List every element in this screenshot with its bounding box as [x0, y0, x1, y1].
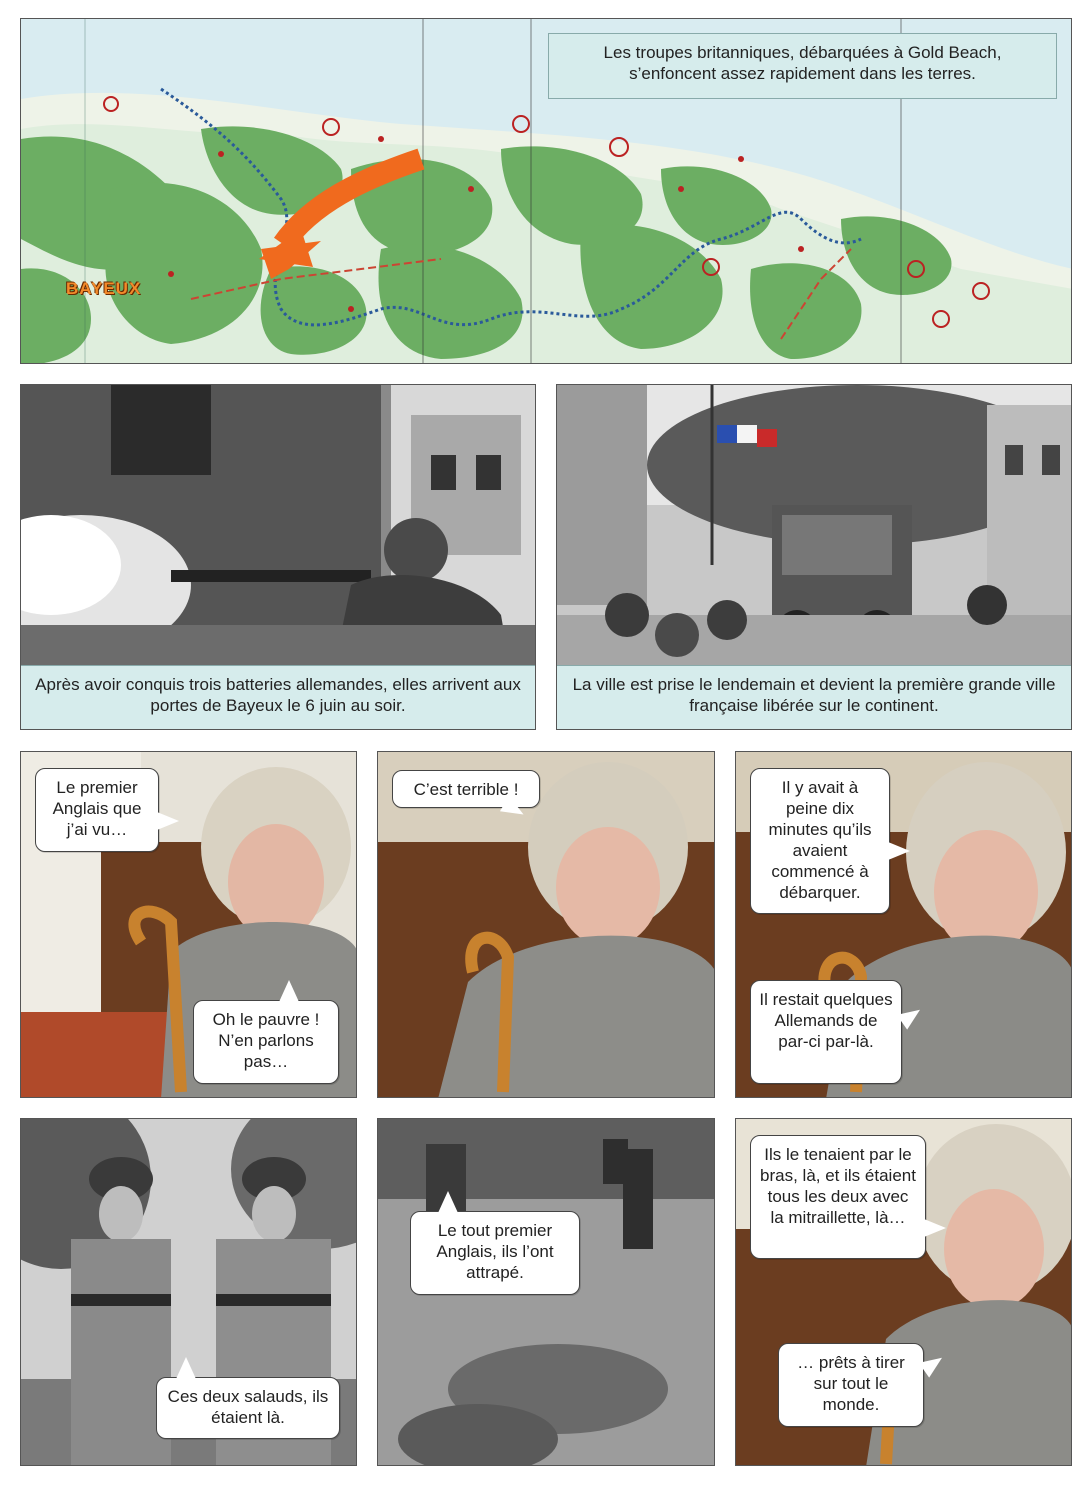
interview-panel-1 — [20, 751, 357, 1098]
speech-bubble-tail — [279, 980, 299, 1002]
speech-bubble-premier-anglais: Le premier Anglais que j’ai vu… — [35, 768, 159, 852]
map-panel — [20, 18, 1072, 364]
speech-bubble-tail — [157, 812, 179, 830]
soldiers-panel — [20, 1118, 357, 1466]
speech-bubble-deux-salauds: Ces deux salauds, ils étaient là. — [156, 1377, 340, 1439]
speech-bubble-ils-le-tenaient: Ils le tenaient par le bras, là, et ils étaient tous les deux avec la mitraillette, là… — [750, 1135, 926, 1259]
liberation-panel — [556, 384, 1072, 730]
speech-bubble-oh-le-pauvre: Oh le pauvre ! N’en parlons pas… — [193, 1000, 339, 1084]
speech-bubble-cest-terrible: C’est terrible ! — [392, 770, 540, 808]
interview-panel-3 — [735, 751, 1072, 1098]
speech-bubble-tail — [176, 1357, 196, 1379]
machine-gunner-panel — [20, 384, 536, 730]
speech-bubble-dix-minutes: Il y avait à peine dix minutes qu’ils avaient commencé à débarquer. — [750, 768, 890, 914]
machine-gunner-caption: Après avoir conquis trois batteries allemandes, elles arrivent aux portes de Bayeux le 6 juin au soir. — [21, 665, 535, 729]
bayeux-label: BAYEUX — [66, 279, 142, 298]
map-caption: Les troupes britanniques, débarquées à Gold Beach, s’enfoncent assez rapidement dans les terres. — [548, 33, 1057, 99]
liberation-caption: La ville est prise le lendemain et devient la première grande ville française libérée sur le continent. — [557, 665, 1071, 729]
speech-bubble-tout-premier-anglais: Le tout premier Anglais, ils l’ont attrapé. — [410, 1211, 580, 1295]
speech-bubble-prets-a-tirer: … prêts à tirer sur tout le monde. — [778, 1343, 924, 1427]
interview-panel-2 — [377, 751, 715, 1098]
speech-bubble-il-restait: Il restait quelques Allemands de par-ci par-là. — [750, 980, 902, 1084]
speech-bubble-tail — [438, 1191, 458, 1213]
interview-panel-4 — [735, 1118, 1072, 1466]
capture-panel — [377, 1118, 715, 1466]
speech-bubble-tail — [888, 842, 910, 860]
speech-bubble-tail — [924, 1219, 946, 1237]
